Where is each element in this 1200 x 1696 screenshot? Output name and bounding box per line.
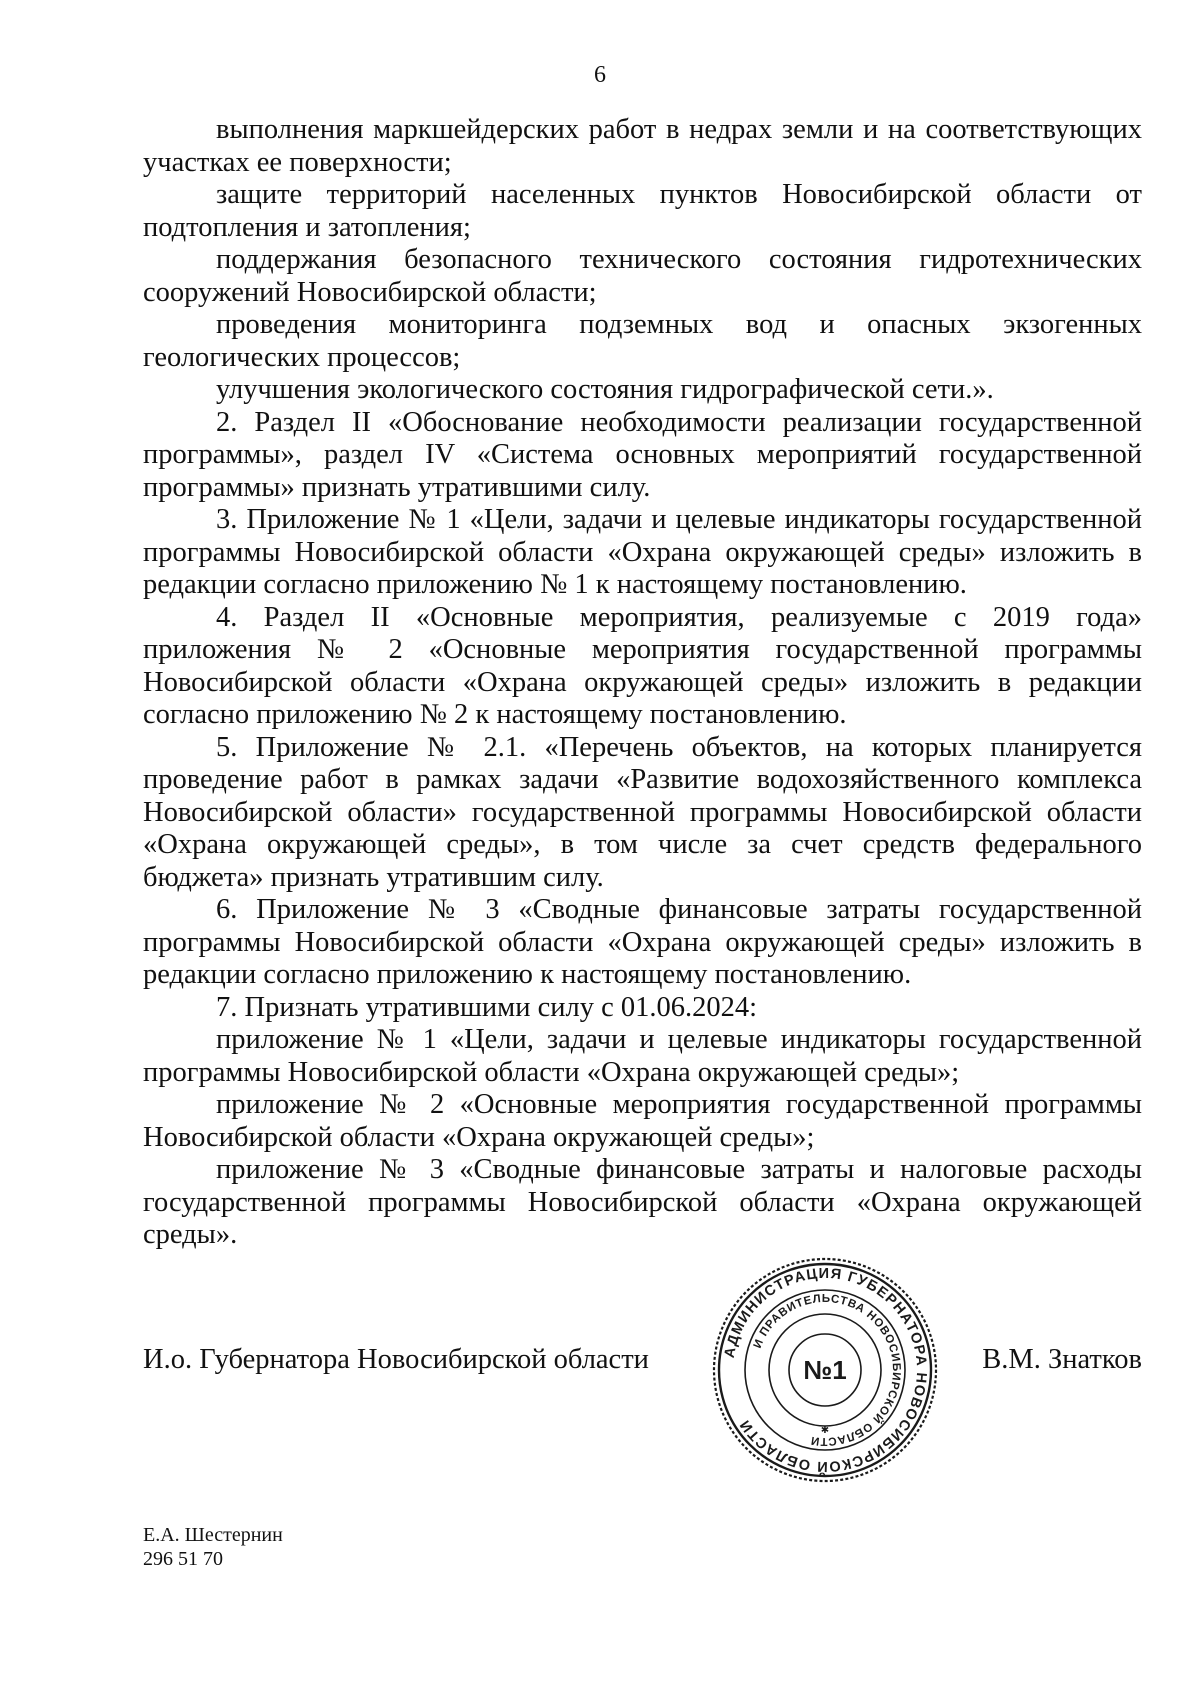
paragraph: проведения мониторинга подземных вод и опасных экзогенных геологических процессов; <box>143 309 1142 373</box>
document-body <box>143 114 1142 1252</box>
paragraph: 6. Приложение № 3 «Сводные финансовые затраты государственной программы Новосибирской области «Охрана окружающей среды» изложить в редакции согласно приложению к настоящему постановлению. <box>143 894 1142 990</box>
official-seal <box>710 1255 940 1485</box>
signatory-title: И.о. Губернатора Новосибирской области <box>143 1344 649 1375</box>
paragraph: 2. Раздел II «Обоснование необходимости реализации государственной программы», раздел IV «Система основных мероприятий государственной программы» признать утратившими силу. <box>143 406 1142 503</box>
paragraph: улучшения экологического состояния гидрографической сети.». <box>216 374 994 405</box>
seal-graphic <box>710 1255 940 1485</box>
paragraph: 3. Приложение № 1 «Цели, задачи и целевые индикаторы государственной программы Новосибирской области «Охрана окружающей среды» изложить в редакции согласно приложению № 1 к настоящему постановлению. <box>143 504 1142 600</box>
paragraph: приложение № 3 «Сводные финансовые затраты и налоговые расходы государственной программы Новосибирской области «Охрана окружающей среды». <box>143 1154 1142 1250</box>
paragraph: 5. Приложение № 2.1. «Перечень объектов, на которых планируется проведение работ в рамках задачи «Развитие водохозяйственного комплекса Новосибирской области» государственной программы Новосибирской области «Охрана окружающей среды», в том числе за счет средств федерального бюджета» признать утратившим силу. <box>143 731 1142 893</box>
paragraph: приложение № 1 «Цели, задачи и целевые индикаторы государственной программы Новосибирской области «Охрана окружающей среды»; <box>143 1024 1142 1088</box>
paragraph: выполнения маркшейдерских работ в недрах земли и на соответствующих участках ее поверхности; <box>143 114 1142 178</box>
paragraph: приложение № 2 «Основные мероприятия государственной программы Новосибирской области «Охрана окружающей среды»; <box>143 1089 1142 1153</box>
paragraph: 4. Раздел II «Основные мероприятия, реализуемые с 2019 года» приложения № 2 «Основные мероприятия государственной программы Новосибирской области «Охрана окружающей среды» изложить в редакции согласно приложению № 2 к настоящему постановлению. <box>143 601 1142 730</box>
paragraph: защите территорий населенных пунктов Новосибирской области от подтопления и затопления; <box>143 179 1142 243</box>
paragraph: 7. Признать утратившими силу с 01.06.2024: <box>216 991 758 1023</box>
svg-text:✱: ✱ <box>820 1425 830 1436</box>
executor-name: Е.А. Шестернин <box>143 1524 283 1546</box>
seal-number: №1 <box>803 1355 847 1385</box>
paragraph: поддержания безопасного технического состояния гидротехнических сооружений Новосибирской области; <box>143 244 1142 308</box>
page-number: 6 <box>594 62 606 88</box>
executor-info <box>143 1523 283 1571</box>
seal-inner-text: И ПРАВИТЕЛЬСТВА НОВОСИБИРСКОЙ ОБЛАСТИ <box>751 1292 903 1448</box>
signatory-name: В.М. Знатков <box>982 1344 1142 1375</box>
executor-phone: 296 51 70 <box>143 1548 223 1570</box>
seal-outer-text: АДМИНИСТРАЦИЯ ГУБЕРНАТОРА НОВОСИБИРСКОЙ ОБЛАСТИ <box>721 1265 930 1475</box>
